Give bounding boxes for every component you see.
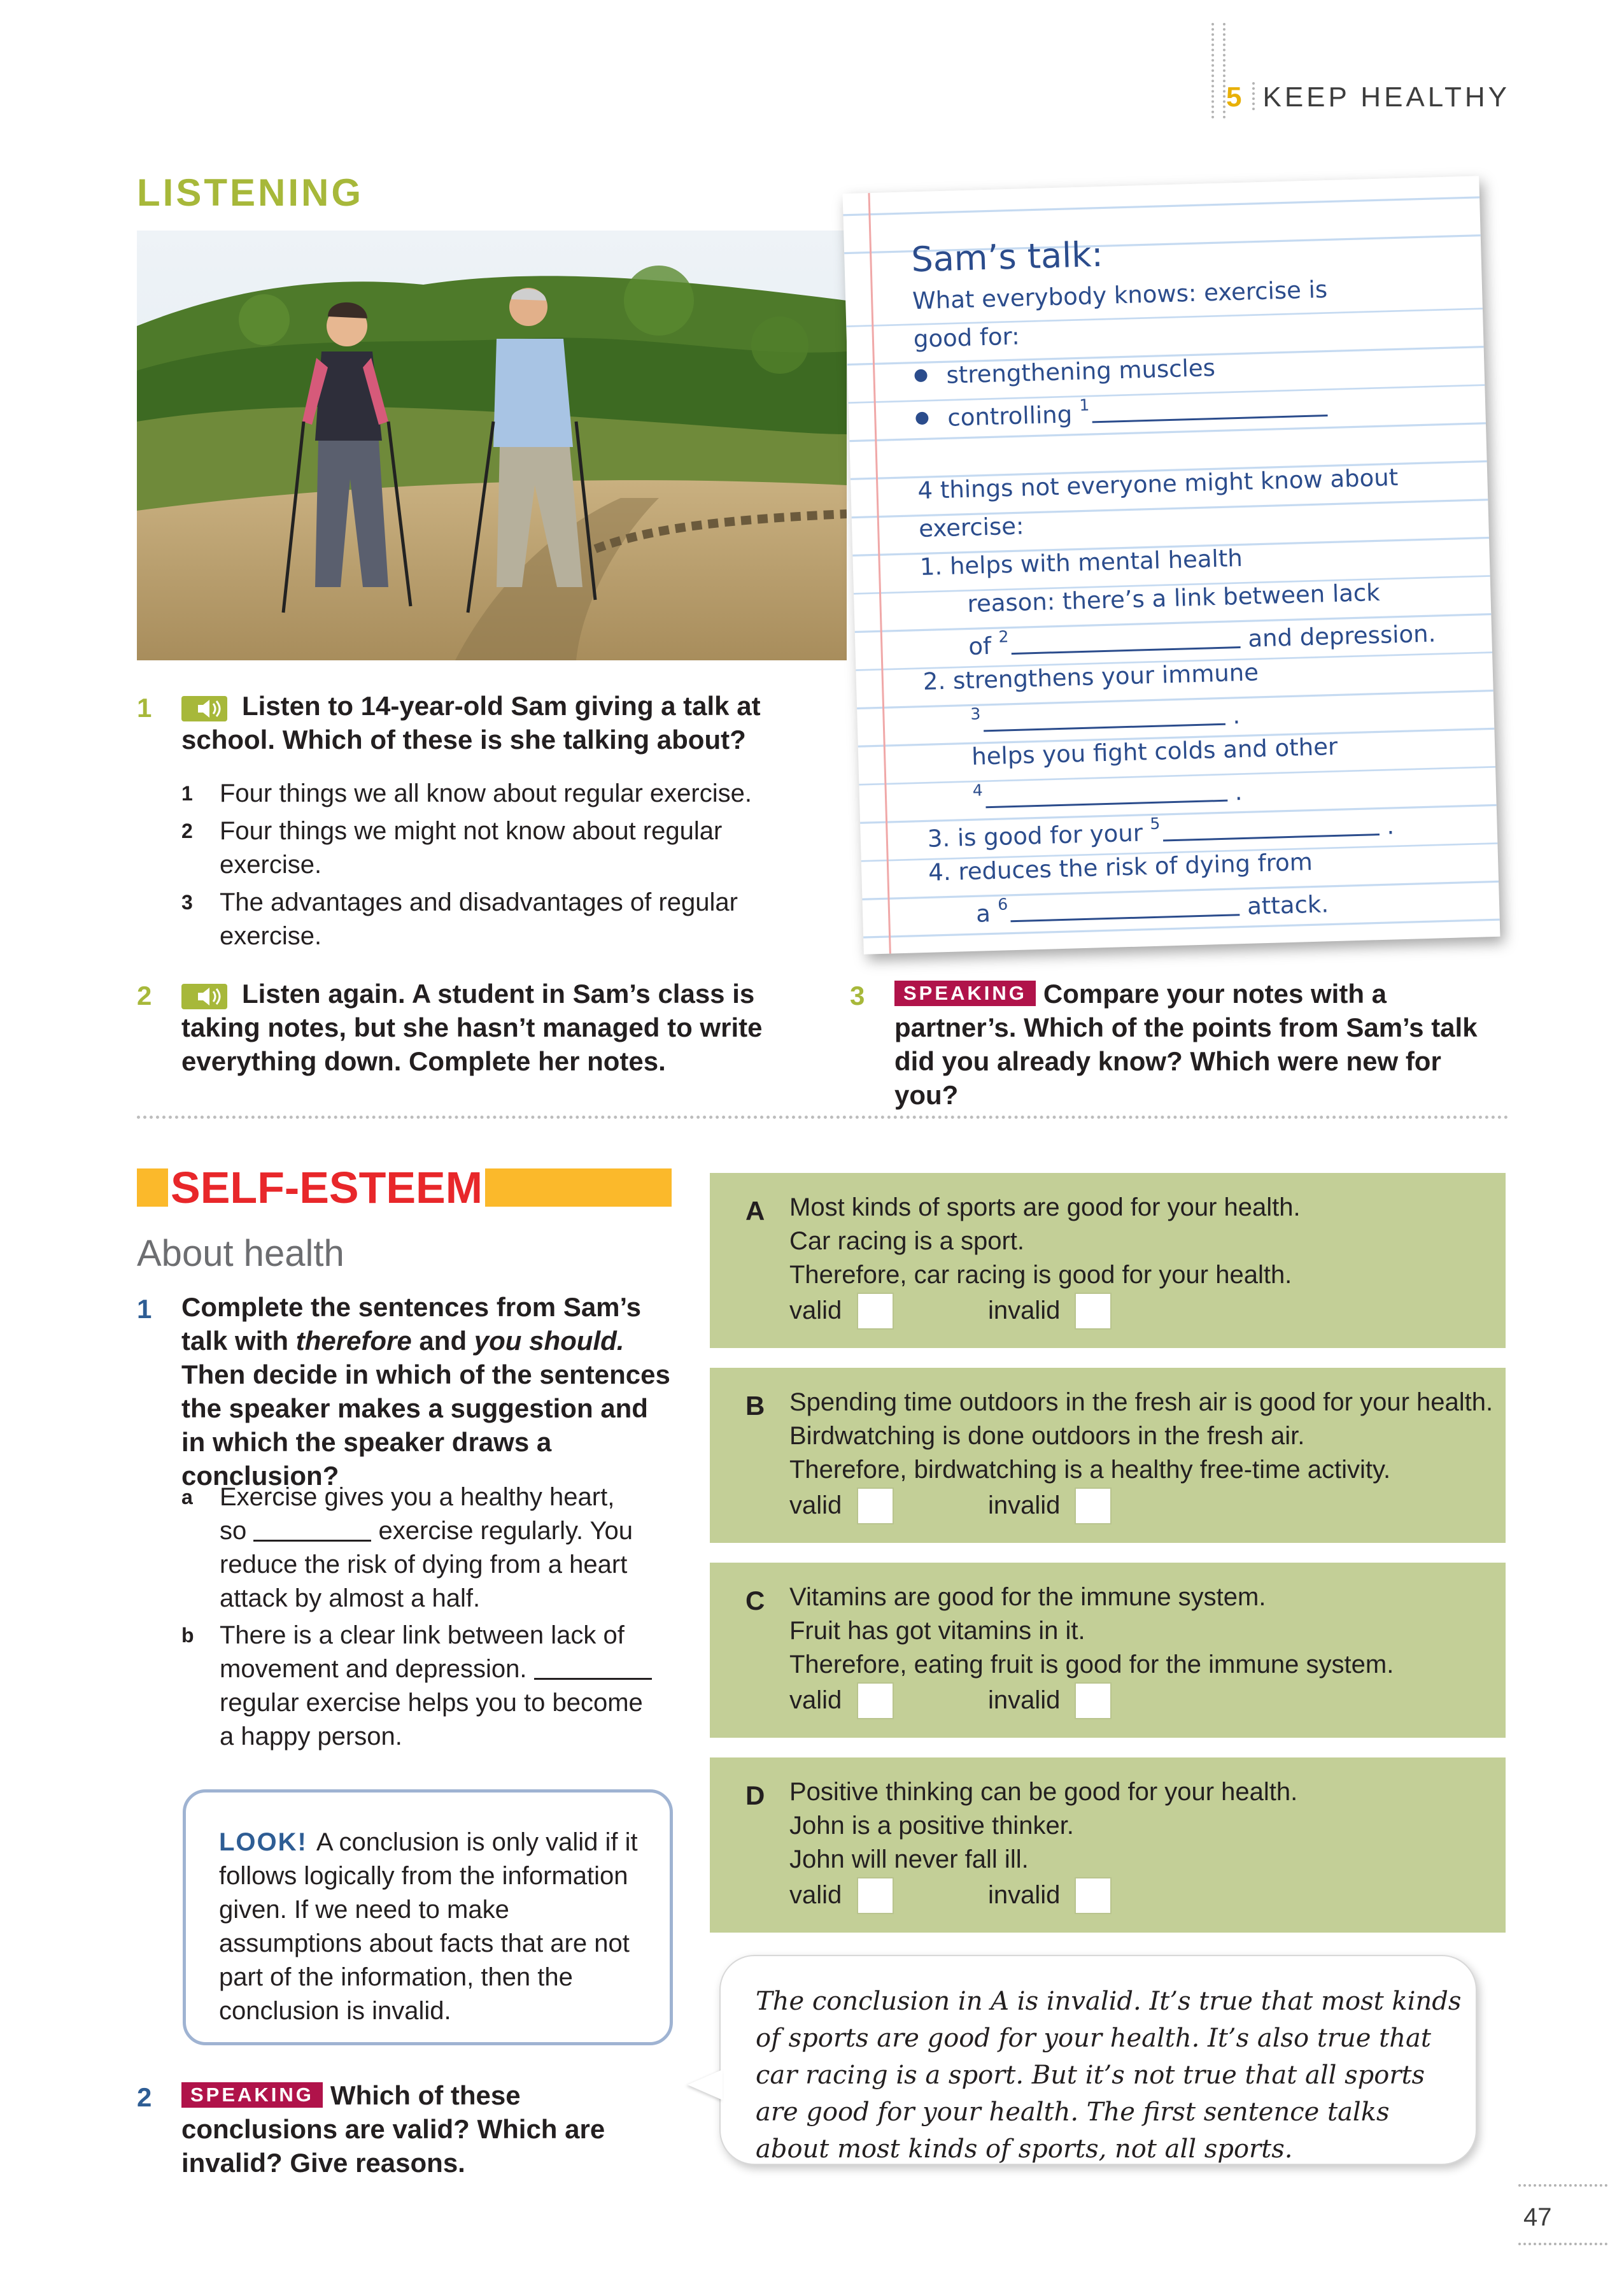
instruction-text: Complete the sentences from Sam’s talk with [181,1292,641,1356]
unit-header [1226,82,1510,113]
sentence-line: Exercise gives you a healthy heart, [220,1483,615,1511]
gap-blank[interactable] [985,800,1227,809]
unit-title: KEEP HEALTHY [1262,82,1510,113]
gap-blank[interactable] [1012,646,1241,655]
sentence-text: movement and depression. [220,1655,527,1683]
notes-line: What everybody knows: exercise is [912,275,1328,315]
instruction-text: Then decide in which of the sentences the speaker makes a suggestion and in which the speaker draws a conclusion? [181,1360,670,1491]
header-rule [1223,23,1225,118]
look-box [183,1789,673,2045]
invalid-checkbox[interactable] [1075,1877,1112,1914]
gap-number: 5 [1149,814,1161,834]
listening-title: LISTENING [137,171,364,214]
margin-line [868,193,891,954]
valid-checkbox[interactable] [857,1487,894,1524]
card-letter: C [745,1586,765,1615]
sentence-line [220,1652,678,1686]
bullet-icon [914,369,928,383]
valid-checkbox[interactable] [857,1877,894,1914]
sentence-text: exercise regularly. You [378,1517,633,1545]
notes-bullet-text: strengthening muscles [945,353,1216,389]
speaking-badge: SPEAKING [894,981,1036,1006]
instruction-text: Compare your notes with a partner’s. Which of the points from Sam’s talk did you already know? Which were new for you? [894,979,1478,1110]
card-statements [789,1191,1301,1292]
section-divider [137,1116,1509,1119]
notes-text: and depression. [1247,620,1436,653]
notes-gap-line [968,615,1436,660]
statement: Therefore, car racing is good for your health. [789,1261,1292,1289]
notes-text: attack. [1246,890,1329,920]
card-statements [789,1580,1394,1682]
invalid-checkbox[interactable] [1075,1487,1112,1524]
argument-card-d [710,1757,1506,1933]
argument-card-a [710,1173,1506,1348]
page-number-rule [1518,2243,1607,2245]
sentence-b [181,1619,678,1754]
valid-label: valid [789,1881,842,1909]
header-separator [1252,82,1255,110]
list-item [181,886,754,953]
exercise-number: 3 [850,981,865,1011]
notes-text: 3. is good for your [927,819,1143,853]
list-item [181,814,754,882]
exercise-number: 2 [137,2082,152,2112]
list-item [181,777,754,811]
page-number: 47 [1523,2203,1552,2231]
notes-text: a [975,900,991,928]
gap-number: 2 [998,627,1009,646]
gap-blank[interactable] [253,1540,371,1542]
sentence-line: reduce the risk of dying from a heart [220,1551,628,1579]
gap-number: 3 [970,704,981,723]
self-esteem-title: SELF-ESTEEM [168,1162,485,1213]
item-letter: b [181,1624,194,1647]
statement: Fruit has got vitamins in it. [789,1617,1085,1645]
notes-gap-line [975,886,1329,927]
notes-gap-line: 3. is good for your $^5$ . [927,812,1395,853]
gap-blank[interactable] [1163,834,1380,841]
statement: Positive thinking can be good for your health. [789,1778,1298,1806]
bullet-icon [915,412,929,425]
sentence-line: regular exercise helps you to become [220,1689,643,1717]
valid-checkbox[interactable] [857,1293,894,1330]
invalid-checkbox[interactable] [1075,1682,1112,1719]
instruction-text: Which of these conclusions are valid? Which are invalid? Give reasons. [181,2080,605,2178]
gap-blank[interactable] [984,723,1225,732]
statement: Spending time outdoors in the fresh air is good for your health. [789,1388,1493,1416]
look-text [219,1826,658,2028]
look-body: A conclusion is only valid if it follows logically from the information given. If we need to make assumptions about facts that are not part of the information, then the conclusion is invalid. [219,1828,638,2025]
notes-line: good for: [913,322,1020,353]
item-number: 1 [181,782,193,805]
page-number-rule [1518,2184,1607,2187]
speech-bubble-tail [688,2070,723,2100]
gap-blank[interactable] [1011,914,1240,922]
statement: Birdwatching is done outdoors in the fresh air. [789,1422,1305,1450]
notes-text: of [968,632,992,660]
bubble-text: The conclusion in A is invalid. It’s true that most kinds of sports are good for your health. It’s also true that car racing is a sport. But it’s not true that all sports are good for your health. The first sentence talks about most kinds of sports, not all sports. [756,1987,1462,2164]
item-number: 2 [181,820,193,842]
notes-line: 4. reduces the risk of dying from [928,848,1313,886]
list-item [181,1619,678,1754]
invalid-checkbox[interactable] [1075,1293,1112,1330]
card-letter: B [745,1391,765,1421]
valid-label: valid [789,1296,842,1324]
invalid-label: invalid [988,1881,1061,1909]
keyword: therefore [295,1326,412,1356]
self-esteem-subtitle: About health [137,1233,344,1274]
statement: John will never fall ill. [789,1845,1029,1873]
invalid-label: invalid [988,1491,1061,1519]
notes-bullet-line [915,389,1329,432]
card-statements [789,1386,1493,1487]
argument-card-c [710,1563,1506,1738]
item-number: 3 [181,891,193,914]
instruction-text: and [411,1326,474,1356]
notes-card [843,176,1500,954]
notes-line: helps you fight colds and other [971,732,1338,770]
options-list [181,777,754,957]
exercise-instruction [894,977,1506,1112]
gap-blank[interactable] [1092,415,1328,423]
speaking-badge: SPEAKING [181,2082,323,2108]
statement: Therefore, eating fruit is good for the immune system. [789,1651,1394,1679]
hikers-illustration [137,231,847,660]
item-text: Four things we all know about regular exercise. [220,779,752,807]
card-letter: A [745,1196,765,1226]
sentence-line [220,1514,678,1548]
notes-title: Sam’s talk: [910,234,1104,280]
gap-number: 4 [972,781,984,800]
statement: Vitamins are good for the immune system. [789,1583,1266,1611]
sentence-line: There is a clear link between lack of [220,1621,625,1649]
invalid-label: invalid [988,1686,1061,1714]
keyword: you should. [474,1326,625,1356]
list-item [181,1480,678,1615]
invalid-label: invalid [988,1296,1061,1324]
notes-line: 2. strengthens your immune [922,658,1259,695]
exercise-number: 1 [137,693,152,723]
statement: Car racing is a sport. [789,1227,1025,1255]
notes-line: exercise: [918,512,1024,543]
sentence-a [181,1480,678,1615]
notes-gap-line: $^4$ . [972,774,1243,813]
notes-bullet-text: controlling [947,401,1073,432]
valid-label: valid [789,1491,842,1519]
notes-line: reason: there’s a link between lack [966,578,1381,618]
speech-bubble [719,1955,1477,2165]
valid-checkbox[interactable] [857,1682,894,1719]
exercise-number: 2 [137,981,152,1011]
hikers-photo [137,231,847,660]
look-label: LOOK! [219,1828,307,1856]
valid-label: valid [789,1686,842,1714]
statement: Therefore, birdwatching is a healthy free-time activity. [789,1456,1391,1484]
statement: John is a positive thinker. [789,1812,1074,1840]
notes-line: 1. helps with mental health [919,544,1243,581]
gap-number: 6 [997,895,1008,914]
card-statements [789,1775,1297,1877]
gap-blank[interactable] [534,1678,652,1680]
sentence-line: attack by almost a half. [220,1584,481,1612]
item-text: The advantages and disadvantages of regular exercise. [220,888,738,950]
lined-paper [843,176,1500,954]
notes-gap-line: $^3$ . [970,697,1241,737]
exercise-instruction [181,2078,678,2180]
exercise-instruction: Listen again. A student in Sam’s class is taking notes, but she hasn’t managed to write everything down. Complete her notes. [181,979,763,1076]
notes-line: 4 things not everyone might know about [917,464,1399,505]
argument-card-b [710,1368,1506,1543]
gap-number: 1 [1079,395,1090,415]
statement: Most kinds of sports are good for your health. [789,1193,1301,1221]
card-letter: D [745,1780,765,1810]
item-letter: a [181,1486,193,1509]
sentence-line: a happy person. [220,1722,402,1750]
notes-bullet-line [914,354,1215,390]
exercise-instruction: Listen to 14-year-old Sam giving a talk at school. Which of these is she talking about? [181,691,761,755]
exercise-number: 1 [137,1294,152,1324]
exercise-instruction [181,1290,678,1493]
item-text: Four things we might not know about regular exercise. [220,817,723,879]
unit-number: 5 [1226,82,1245,113]
header-rule [1211,23,1214,118]
sentence-text: so [220,1517,247,1545]
